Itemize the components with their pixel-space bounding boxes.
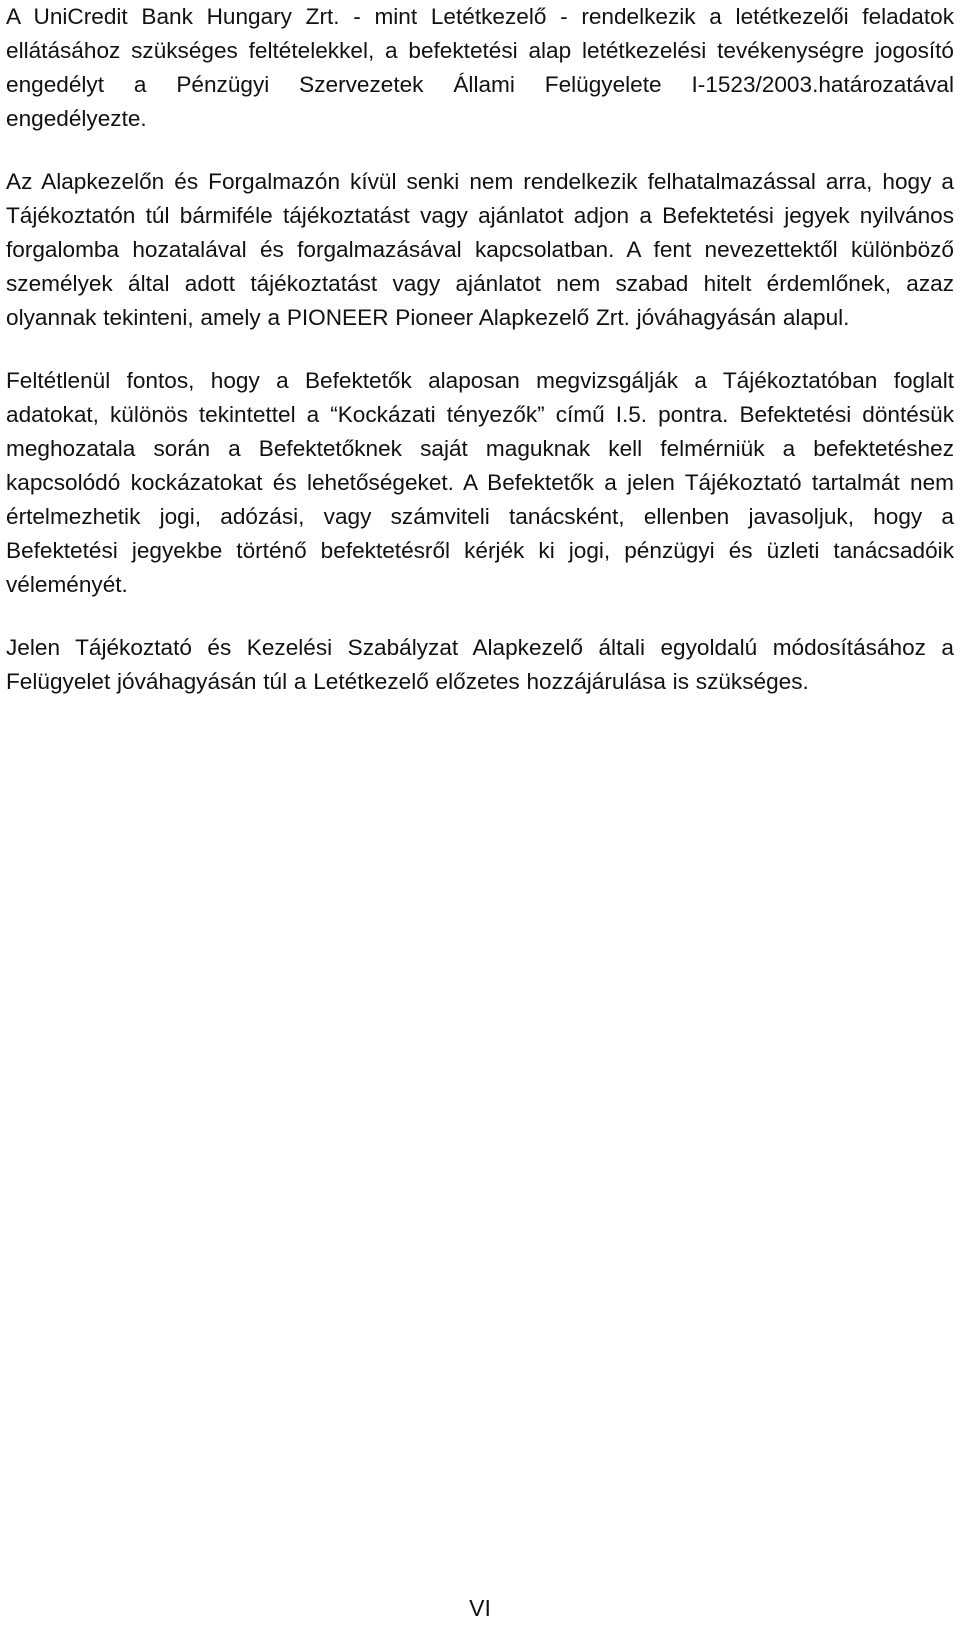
- paragraph-authorization: Az Alapkezelőn és Forgalmazón kívül senki nem rendelkezik felhatalmazással arra, hogy a Tájékoztatón túl bármiféle tájékoztatást vagy ajánlatot adjon a Befektetési jegyek nyilvános forgalomba hozatalával és forgalmazásával kapcsolatban. A fent nevezettektől különböző személyek által adott tájékoztatást vagy ajánlatot nem szabad hitelt érdemlőnek, azaz olyannak tekinteni, amely a PIONEER Pioneer Alapkezelő Zrt. jóváhagyásán alapul.: [6, 169, 954, 330]
- paragraph-custodian: A UniCredit Bank Hungary Zrt. - mint Letétkezelő - rendelkezik a letétkezelői feladatok ellátásához szükséges feltételekkel, a befektetési alap letétkezelési tevékenységre jogosító engedélyt a Pénzügyi Szervezetek Állami Felügyelete I-1523/2003.határozatával engedélyezte.: [6, 4, 954, 131]
- page-number: VI: [469, 1595, 491, 1621]
- paragraph-risk-notice: Feltétlenül fontos, hogy a Befektetők alaposan megvizsgálják a Tájékoztatóban foglalt adatokat, különös tekintettel a “Kockázati tényezők” című I.5. pontra. Befektetési döntésük meghozatala során a Befektetőknek saját maguknak kell felmérniük a befektetéshez kapcsolódó kockázatokat és lehetőségeket. A Befektetők a jelen Tájékoztató tartalmát nem értelmezhetik jogi, adózási, vagy számviteli tanácsként, ellenben javasoljuk, hogy a Befektetési jegyekbe történő befektetésről kérjék ki jogi, pénzügyi és üzleti tanácsadóik véleményét.: [6, 368, 954, 597]
- paragraph-amendment: Jelen Tájékoztató és Kezelési Szabályzat Alapkezelő általi egyoldalú módosításához a Felügyelet jóváhagyásán túl a Letétkezelő előzetes hozzájárulása is szükséges.: [6, 635, 954, 694]
- document-body: [6, 0, 954, 728]
- page-footer: [0, 1591, 960, 1625]
